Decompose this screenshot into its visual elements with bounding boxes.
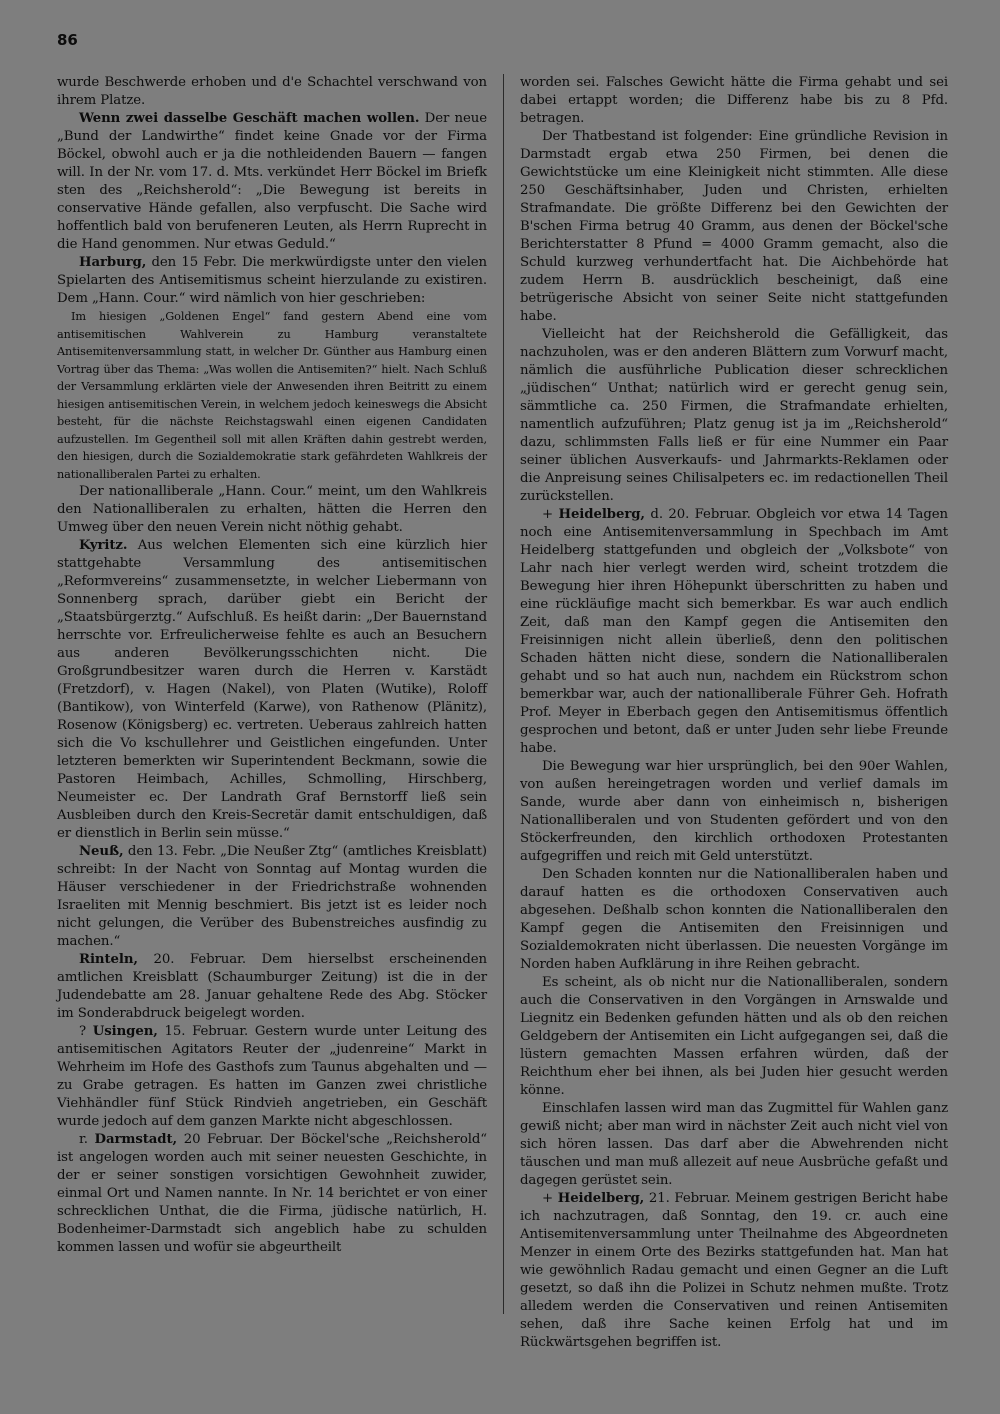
article-paragraph: Die Bewegung war hier ursprünglich, bei den 90er Wahlen, von außen hereingetragen worden und verlief damals im Sande, wurde aber dann von einheimisch n, bisherigen Nationalliberalen und von Studenten gefördert und von den Stöckerfreunden, den kirchlich orthodoxen Protestanten aufgegriffen und reich mit Geld unterstützt. bbox=[520, 759, 948, 864]
article-heading: Kyritz. bbox=[79, 538, 128, 553]
article-heading: Neuß, bbox=[79, 844, 124, 859]
dateline-prefix: ? bbox=[79, 1024, 87, 1039]
quoted-paragraph: Im hiesigen „Goldenen Engel“ fand gestern Abend eine vom antisemitischen Wahlverein zu Hamburg veranstaltete Antisemitenversammlung statt, in welcher Dr. Günther aus Hamburg einen Vortrag über das Thema: „Was wollen die Antisemiten?“ hielt. Nach Schluß der Versammlung erklärten viele der Anwesenden ihren Beitritt zu einem hiesigen antisemitischen Verein, in welchem jedoch keineswegs die Absicht besteht, für die nächste Reichstagswahl einen eigenen Candidaten aufzustellen. Im Gegentheil soll mit allen Kräften dahin gestrebt werden, den hiesigen, durch die Sozialdemokratie stark gefährdeten Wahlkreis der nationalliberalen Partei zu erhalten. bbox=[57, 310, 487, 481]
article-paragraph: Den Schaden konnten nur die Nationalliberalen haben und darauf hatten es die orthodoxen Conservativen auch abgesehen. Deßhalb schon konnten die Nationalliberalen den Kampf gegen die Antisemiten den Freisinnigen und Sozialdemokraten nicht überlassen. Die neuesten Vorgänge im Norden haben Aufklärung in ihre Reihen gebracht. bbox=[520, 867, 948, 972]
article-paragraph: Kyritz. Aus welchen Elementen sich eine kürzlich hier stattgehabte Versammlung des antisemitischen „Reformvereins“ zusammensetzte, in welcher Liebermann von Sonnenberg sprach, darüber giebt ein Bericht der „Staatsbürgerztg.“ Aufschluß. Es heißt darin: „Der Bauernstand herrschte vor. Erfreulicherweise fehlte es auch an Besuchern aus anderen Bevölkerungsschichten nicht. Die Großgrundbesitzer waren durch die Herren v. Karstädt (Fretzdorf), v. Hagen (Nakel), von Platen (Wutike), Roloff (Bantikow), von Winterfeld (Karwe), von Rathenow (Plänitz), Rosenow (Königsberg) ec. vertreten. Ueberaus zahlreich hatten sich die Vo kschullehrer und Geistlichen eingefunden. Unter letzteren bemerkten wir Superintendent Beckmann, sowie die Pastoren Heimbach, Achilles, Schmolling, Hirschberg, Neumeister ec. Der Landrath Graf Bernstorff ließ sein Ausbleiben durch den Kreis-Secretär damit entschuldigen, daß er dienstlich in Berlin sein müsse.“ bbox=[57, 538, 487, 841]
article-paragraph: wurde Beschwerde erhoben und d'e Schachtel verschwand von ihrem Platze. bbox=[57, 75, 487, 108]
article-heading: Heidelberg, bbox=[558, 507, 645, 522]
article-paragraph: Harburg, den 15 Febr. Die merkwürdigste unter den vielen Spielarten des Antisemitismus scheint hierzulande zu existiren. Dem „Hann. Cour.“ wird nämlich von hier geschrieben: bbox=[57, 255, 487, 306]
article-heading: Harburg, bbox=[79, 255, 147, 270]
dateline-prefix: + bbox=[542, 507, 554, 522]
article-paragraph: Rinteln, 20. Februar. Dem hierselbst erscheinenden amtlichen Kreisblatt (Schaumburger Zeitung) ist die in der Judendebatte am 28. Januar gehaltene Rede des Abg. Stöcker im Sonderabdruck beigelegt worden. bbox=[57, 952, 487, 1021]
dateline-prefix: r. bbox=[79, 1132, 88, 1147]
article-paragraph: ? Usingen, 15. Februar. Gestern wurde unter Leitung des antisemitischen Agitators Reuter der „judenreine“ Markt in Wehrheim im Hofe des Gasthofs zum Taunus abgehalten und — zu Grabe getragen. Es hatten im Ganzen zwei christliche Viehhändler fünf Stück Rindvieh angetrieben, ein Geschäft wurde jedoch auf dem ganzen Markte nicht abgeschlossen. bbox=[57, 1024, 487, 1129]
article-paragraph: Einschlafen lassen wird man das Zugmittel für Wahlen ganz gewiß nicht; aber man wird in nächster Zeit auch nicht viel von sich hören lassen. Das darf aber die Abwehrenden nicht täuschen und man muß allezeit auf neue Ausbrüche gefaßt und dagegen gerüstet sein. bbox=[520, 1101, 948, 1188]
article-paragraph: Vielleicht hat der Reichsherold die Gefälligkeit, das nachzuholen, was er den anderen Blättern zum Vorwurf macht, nämlich die ausführliche Publication dieser schrecklichen „jüdischen“ Unthat; natürlich wird er gerecht genug sein, sämmtliche ca. 250 Firmen, die Strafmandate erhielten, namentlich aufzuführen; Platz genug ist ja im „Reichsherold“ dazu, schlimmsten Falls ließ er für eine Nummer ein Paar seiner üblichen Ausverkaufs- und Jahrmarkts-Reklamen oder die Anpreisung seines Chilisalpeters ec. im redactionellen Theil zurückstellen. bbox=[520, 327, 948, 504]
article-paragraph: worden sei. Falsches Gewicht hätte die Firma gehabt und sei dabei ertappt worden; die Differenz habe bis zu 8 Pfd. betragen. bbox=[520, 75, 948, 126]
article-paragraph: r. Darmstadt, 20 Februar. Der Böckel'sche „Reichsherold“ ist angelogen worden auch mit seiner neuesten Geschichte, in der er seiner sonstigen vorsichtigen Gewohnheit zuwider, einmal Ort und Namen nannte. In Nr. 14 berichtet er von einer schrecklichen Unthat, die die Firma, jüdische natürlich, H. Bodenheimer-Darmstadt sich angeblich habe zu schulden kommen lassen und wofür sie abgeurtheilt bbox=[57, 1132, 487, 1255]
article-heading: Darmstadt, bbox=[94, 1132, 178, 1147]
article-paragraph: + Heidelberg, d. 20. Februar. Obgleich vor etwa 14 Tagen noch eine Antisemitenversammlung in Spechbach im Amt Heidelberg stattgefunden und obgleich der „Volksbote“ von Lahr nach hier verlegt werden wird, scheint trotzdem die Bewegung hier ihren Höhepunkt überschritten zu haben und eine rückläufige macht sich bemerkbar. Es war auch endlich Zeit, daß man den Kampf gegen die Antisemiten den Freisinnigen nicht allein überließ, denn den politischen Schaden hätten nicht diese, sondern die Nationalliberalen gehabt und so hat auch nun, nachdem ein Rückstrom schon bemerkbar war, auch der nationalliberale Führer Geh. Hofrath Prof. Meyer in Eberbach gegen den Antisemitismus öffentlich gesprochen und betont, daß er unter Juden sehr liebe Freunde habe. bbox=[520, 507, 948, 756]
page-number: 86 bbox=[57, 31, 78, 49]
article-paragraph: Wenn zwei dasselbe Geschäft machen wollen. Der neue „Bund der Landwirthe“ findet keine Gnade vor der Firma Böckel, obwohl auch er ja die nothleidenden Bauern — fangen will. In der Nr. vom 17. d. Mts. verkündet Herr Böckel im Briefk sten des „Reichsherold“: „Die Bewegung ist bereits in conservative Hände gefallen, also verpfuscht. Die Sache wird hoffentlich bald von berufeneren Leuten, als Herrn Ruprecht in die Hand genommen. Nur etwas Geduld.“ bbox=[57, 111, 487, 252]
left-column bbox=[57, 74, 487, 1257]
dateline-prefix: + bbox=[542, 1191, 554, 1206]
article-heading: Usingen, bbox=[92, 1024, 158, 1039]
article-paragraph: Der nationalliberale „Hann. Cour.“ meint, um den Wahlkreis den Nationalliberalen zu erhalten, hätten die Herren den Umweg über den neuen Verein nicht nöthig gehabt. bbox=[57, 484, 487, 535]
article-heading: Rinteln, bbox=[79, 952, 138, 967]
right-column bbox=[520, 74, 948, 1352]
article-paragraph: Neuß, den 13. Febr. „Die Neußer Ztg“ (amtliches Kreisblatt) schreibt: In der Nacht von Sonntag auf Montag wurden die Häuser verschiedener in der Friedrichstraße wohnenden Israeliten mit Mennig beschmiert. Bis jetzt ist es leider noch nicht gelungen, die Verüber des Bubenstreiches ausfindig zu machen.“ bbox=[57, 844, 487, 949]
column-divider bbox=[503, 74, 504, 1314]
article-heading: Wenn zwei dasselbe Geschäft machen wollen. bbox=[79, 111, 420, 126]
article-paragraph: Es scheint, als ob nicht nur die Nationalliberalen, sondern auch die Conservativen in den Vorgängen in Arnswalde und Liegnitz ein Bedenken gefunden hätten und als ob den reichen Geldgebern der Antisemiten ein Licht aufgegangen sei, daß die lüstern gemachten Massen erfahren würden, daß der Reichthum eher bei ihnen, als bei Juden hier gesucht werden könne. bbox=[520, 975, 948, 1098]
article-paragraph: + Heidelberg, 21. Februar. Meinem gestrigen Bericht habe ich nachzutragen, daß Sonntag, den 19. cr. auch eine Antisemitenversammlung unter Theilnahme des Abgeordneten Menzer in einem Orte des Bezirks stattgefunden hat. Man hat wie gewöhnlich Radau gemacht und einen Gegner an die Luft gesetzt, so daß ihn die Polizei in Schutz nehmen mußte. Trotz alledem werden die Conservativen und reinen Antisemiten sehen, daß ihre Sache keinen Erfolg hat und im Rückwärtsgehen begriffen ist. bbox=[520, 1191, 948, 1350]
article-paragraph: Der Thatbestand ist folgender: Eine gründliche Revision in Darmstadt ergab etwa 250 Firmen, bei denen die Gewichtstücke um eine Kleinigkeit nicht stimmten. Alle diese 250 Geschäftsinhaber, Juden und Christen, erhielten Strafmandate. Die größte Differenz bei den Gewichten der B'schen Firma betrug 40 Gramm, aus denen der Böckel'sche Berichterstatter 8 Pfund = 4000 Gramm gemacht, also die Schuld kurzweg verhundertfacht hat. Die Aichbehörde hat zudem Herrn B. ausdrücklich bescheinigt, daß eine betrügerische Absicht von seiner Seite nicht stattgefunden habe. bbox=[520, 129, 948, 324]
article-heading: Heidelberg, bbox=[557, 1191, 645, 1206]
